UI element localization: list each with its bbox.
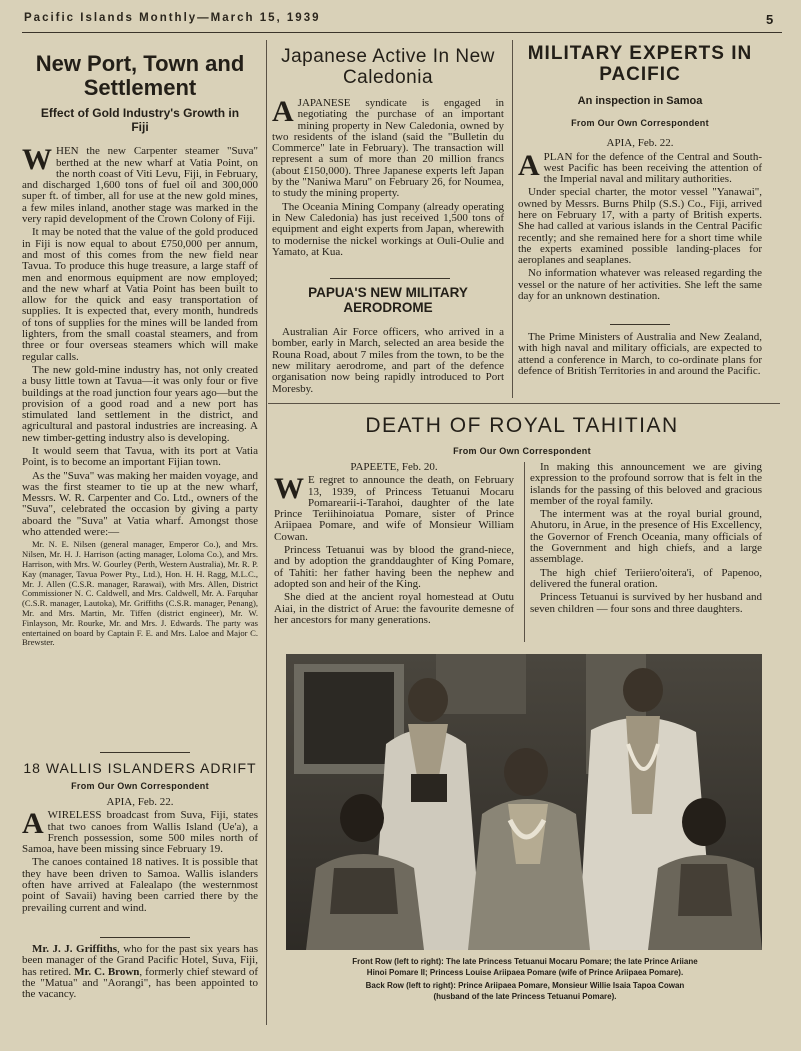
paragraph: It may be noted that the value of the gold produced in Fiji is now equal to about £750,000 per annum, and most of this comes from the new field near Tavua. To produce this huge treasure, a large staff of men and enormous equipment are now employed; and the new wharf at Vatia Point has been built to allow for the quick and easy transportation of supplies. It is expected that, every month, hundreds of tons of supplies for the mines will be landed from lighters, from the small coastal steamers, and from three or four overseas steamers which will make regular calls.	[22, 226, 258, 363]
top-rule	[22, 32, 782, 33]
drop-cap: W	[274, 472, 304, 506]
military-body	[518, 138, 762, 302]
drop-cap: A	[518, 148, 540, 182]
japanese-body	[272, 95, 504, 258]
tahitian-headline: DEATH OF ROYAL TAHITIAN	[365, 414, 679, 437]
paragraph: HEN the new Carpenter steamer "Suva" berthed at the new wharf at Vatia Point, on the north coast of Viti Levu, Fiji, in February, and discharged 1,600 tons of fuel oil and 300,000 super ft. of timber, all for use at the new gold mines, a few miles inland, another stage was marked in the very rapid development of the Crown Colony of Fiji.	[22, 145, 258, 226]
column-rule-3	[524, 462, 525, 642]
paragraph: The new gold-mine industry has, not only created a busy little town at Tavua—it was only four or five buildings at the road junction four years ago—but the provision of a good road and a new port has stimulated land settlement in the district, and agricultural and pastoral industries are increasing. A new timber-getting industry also is developing.	[22, 363, 258, 444]
section-rule	[268, 403, 780, 404]
caption-line: Hinoi Pomare II; Princess Louise Ariipaea Pomare (wife of Prince Ariipaea Pomare).	[366, 967, 684, 977]
photo-illustration	[286, 654, 762, 950]
military-subhead: An inspection in Samoa	[577, 95, 703, 108]
paragraph: The Oceania Mining Company (already operating in New Caledonia) has just received 1,500 tons of equipment and eight experts from Japan, wherewith to modernise the nickel workings at Ouli-Oulie and Yamato, at Kua.	[272, 200, 504, 258]
caption-line: Front Row (left to right): The late Princess Tetuanui Mocaru Pomare; the late Prince Ariiane	[352, 957, 698, 966]
paragraph: WIRELESS broadcast from Suva, Fiji, states that two canoes from Wallis Island (Ue'a), a French possession, some 500 miles north of Samoa, have been missing since February 19.	[22, 809, 258, 856]
wallis-headline: 18 WALLIS ISLANDERS ADRIFT	[23, 760, 257, 776]
wallis-body	[22, 797, 258, 914]
drop-cap: A	[272, 95, 294, 128]
paragraph: Princess Tetuanui is survived by her husband and seven children — four sons and three daughters.	[530, 591, 762, 615]
divider	[330, 278, 450, 279]
paragraph: E regret to announce the death, on February 13, 1939, of Princess Tetuanui Mocaru Pomarearii-i-Tarahoi, daughter of the late Prince Teriihinoiatua Pomare, sister of Prince Ariipaea Pomare, and wife of Monsieur William Cowan.	[274, 474, 514, 543]
military-byline: From Our Own Correspondent	[571, 118, 709, 129]
new-port-subhead: Effect of Gold Industry's Growth in Fiji	[40, 105, 240, 134]
japanese-article	[272, 46, 504, 260]
prime-ministers-note	[518, 332, 762, 379]
paragraph: JAPANESE syndicate is engaged in negotiating the purchase of an important mining property in New Caledonia, owned by two residents of the island (said the "Bulletin du Commerce" late in February). The transaction will represent a sum of more than 20 million francs (about £150,000). Three Japanese experts left Japan by the "Naniwa Maru" on February 26, for Noumea, to study the mining property.	[272, 97, 504, 200]
wallis-byline: From Our Own Correspondent	[71, 781, 209, 791]
paragraph: The high chief Teriiero'oitera'i, of Papenoo, delivered the funeral oration.	[530, 566, 762, 590]
paragraph: In making this announcement we are giving expression to the profound sorrow that is felt in the islands for the passing of this beloved and gracious member of the royal family.	[530, 461, 762, 507]
tahitian-right-column	[530, 462, 762, 617]
tahitian-byline: From Our Own Correspondent	[453, 446, 591, 456]
paragraph: It would seem that Tavua, with its port at Vatia Point, is to become an important Fijian town.	[22, 445, 258, 469]
name: Mr. C. Brown	[74, 965, 140, 978]
divider	[100, 752, 190, 753]
drop-cap: W	[22, 143, 52, 177]
paragraph: No information whatever was released regarding the vessel or the nature of her activities. She left the same day for an unknown destination.	[518, 267, 762, 303]
note-text: , who for the past six years has been manager of the Grand Pacific Hotel, Suva, Fiji, has retired.	[22, 943, 258, 978]
paragraph: She died at the ancient royal homestead at Outu Aiai, in the district of Arue: the favourite demesne of her ancestors for many generations.	[274, 591, 514, 626]
page-number: 5	[766, 12, 774, 27]
photo-caption	[288, 957, 762, 1002]
divider	[610, 324, 670, 325]
papua-body	[272, 327, 504, 395]
paragraph: Australian Air Force officers, who arrived in a bomber, early in March, selected an area beside the Rouna Road, about 7 miles from the town, to be the new military aerodrome, and part of the defence organisation now being rapidly introduced to Port Moresby.	[272, 326, 504, 395]
name: Mr. J. J. Griffiths	[32, 943, 117, 955]
papua-article	[272, 286, 504, 397]
new-port-headline: New Port, Town and Settlement	[35, 51, 245, 100]
column-rule-1	[266, 40, 267, 1025]
tahitian-left-column	[274, 462, 514, 628]
royal-family-photo	[286, 654, 762, 950]
dateline: APIA, Feb. 22.	[606, 137, 674, 150]
caption-line: (husband of the late Princess Tetuanui Pomare).	[433, 991, 617, 1001]
paragraph: Under special charter, the motor vessel "Yanawai", owned by Messrs. Burns Philp (S.S.) Co., Fiji, arrived here on February 17, with a party of British experts. She had called at various islands in the Central Pacific recently; and she remained here for a short time while the experts examined possible landing-places for aeroplanes and seaplanes.	[518, 186, 762, 267]
note-text: , formerly chief steward of the "Matua" and "Aorangi", has been appointed to the vacancy.	[22, 965, 258, 1001]
griffiths-note	[22, 944, 258, 1002]
japanese-headline: Japanese Active In New Caledonia	[281, 46, 495, 88]
paragraph: The canoes contained 18 natives. It is possible that they have been driven to Samoa. Wallis islanders often have arrived at Falealapo (the westernmost point of Savaii) having been carried there by the prevailing current and wind.	[22, 856, 258, 914]
dateline: APIA, Feb. 22.	[106, 796, 174, 808]
military-headline: MILITARY EXPERTS IN PACIFIC	[527, 43, 753, 85]
column-rule-2	[512, 40, 513, 398]
drop-cap: A	[22, 807, 44, 841]
paragraph: The interment was at the royal burial ground, Ahutoru, in Arue, in the presence of His Excellency, the Governor of French Oceania, many officials of the Government and high chiefs, and a large assemblage.	[530, 508, 762, 566]
papua-headline: PAPUA'S NEW MILITARY AERODROME	[308, 285, 468, 315]
attendee-list: Mr. N. E. Nilsen (general manager, Emperor Co.), and Mrs. Nilsen, Mr. H. J. Harrison (acting manager, Loloma Co.), and Mrs. Harrison, with Mrs. W. Gourley (Perth, Western Australia), Mr. R. P. Kay (manager, Tavua Power Pty., Ltd.), Hon. H. H. Ragg, M.L.C., Mr. J. Allen (C.S.R. manager, Rarawai), with Mrs. Allen, District Commissioner N. C. Caldwell, and Mrs. Caldwell, Mr. A. Farquhar (C.S.R. manager, Lautoka), Mr. Griffiths (C.S.R. manager, Penang), Mr. and Mrs. Martin, Mr. Tiffen (district engineer), Mr. W. Finlayson, Mr. Rourke, Mr. and Mrs. J. Edwards. The party was entertained on board by Captain F. E. and Mrs. Laloe and Major C. Brewster.	[22, 539, 258, 648]
paragraph: The Prime Ministers of Australia and New Zealand, with high naval and military officials, are expected to attend a conference in March, to co-ordinate plans for defence of British Territories in and around the Pacific.	[518, 331, 762, 377]
running-head: Pacific Islands Monthly—March 15, 1939	[24, 12, 321, 24]
new-port-article	[22, 52, 258, 650]
new-port-body	[22, 143, 258, 648]
divider	[100, 937, 190, 938]
wallis-article	[22, 760, 258, 916]
dateline: PAPEETE, Feb. 20.	[350, 461, 438, 473]
paragraph: Princess Tetuanui was by blood the grand-niece, and by adoption the granddaughter of King Pomare, of Tahiti: her father having been the nephew and adopted son and heir of the King.	[274, 544, 514, 590]
military-article	[518, 44, 762, 304]
caption-line: Back Row (left to right): Prince Ariipaea Pomare, Monsieur Willie Isaia Tapoa Cowan	[365, 981, 685, 990]
paragraph: PLAN for the defence of the Central and South-west Pacific has been receiving the attention of the Imperial naval and military authorities.	[543, 150, 762, 186]
paragraph: As the "Suva" was making her maiden voyage, and was the first steamer to tie up at the new wharf, Messrs. W. R. Carpenter and Co. Ltd., owners of the "Suva", celebrated the occasion by giving a party aboard the "Suva" at Vatia wharf. Amongst those who attended were:—	[22, 469, 258, 539]
